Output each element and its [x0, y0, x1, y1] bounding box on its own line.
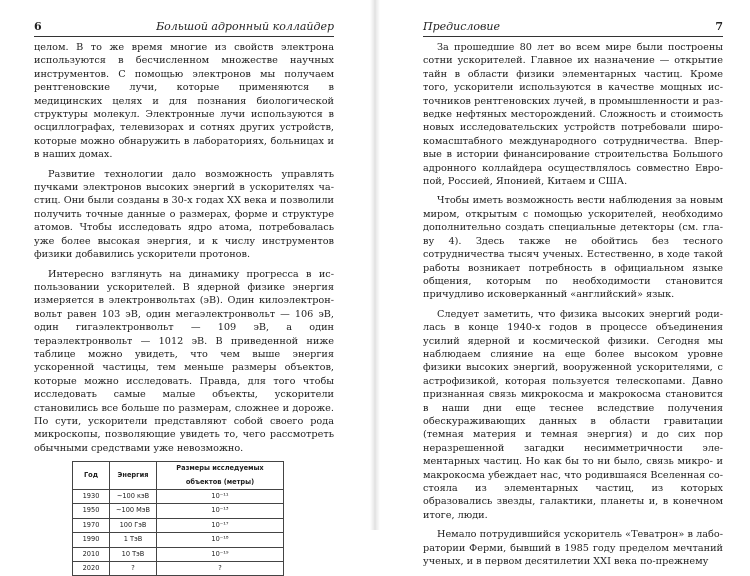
paragraph: За прошедшие 80 лет во всем мире были построены сотни ускорителей. Главное их назначение — открытие тайн в области физики элементарных частиц. Кроме того, ускорители используются в качестве мощных источников рентгеновских лучей, в промышленности и разведке нефтяных месторождений. Сложность и стоимость новых исследовательских устройств потребовали широкомасштабного международного сотрудничества. Впервые в истории финансирование строительства Большого адронного коллайдера осуществлялось совместно Европой, Россией, Японией, Китаем и США.	[423, 42, 723, 188]
table-cell: 2020	[73, 562, 110, 576]
paragraph: Следует заметить, что физика высоких энергий родилась в конце 1940-х годов в процессе объединения усилий ядерной и космической физики. Сегодня мы наблюдаем слияние на еще более высоком уровне физики высоких энергий, вооруженной ускорителями, с астрофизикой, которая пользуется телескопами. Давно признанная связь микрокосма и макрокосма становится в наши дни еще теснее вследствие получения обескураживающих данных в области гравитации (темная материя и темная энергия) и до сих пор неразрешенной загадки несимметричности элементарных частиц. Но как бы то ни было, связь микро- и макрокосма убеждает нас, что родившаяся Вселенная состояла из элементарных частиц, из которых образовались звезды, галактики, планеты и, в конечном итоге, люди.	[423, 308, 723, 521]
table-cell: 1990	[73, 533, 110, 547]
right-page	[375, 0, 750, 568]
table-cell: 10 ТэВ	[110, 547, 157, 561]
table-cell: ~100 МэВ	[110, 504, 157, 518]
paragraph: Немало потрудившийся ускоритель «Теватрон» в лаборатории Ферми, бывший в 1985 году пределом мечтаний ученых, и в первом десятилетии XXI века по-прежнему	[423, 529, 723, 568]
paragraph: Развитие технологии дало возможность управлять пучками электронов высоких энергий в ускорителях частиц. Они были созданы в 30-х годах XX века и позволили получить точные данные о размерах, форме и структуре атомов. Чтобы исследовать ядро атома, потребовалась уже более высокая энергия, и к числу инструментов физики добавились ускорители протонов.	[34, 168, 334, 261]
table-row	[73, 518, 284, 532]
table-cell: ?	[157, 562, 284, 576]
table-row	[73, 504, 284, 518]
table-cell: ?	[110, 562, 157, 576]
table-row	[73, 533, 284, 547]
right-page-number: 7	[715, 20, 723, 33]
right-running-title: Предисловие	[423, 20, 500, 33]
paragraph: целом. В то же время многие из свойств электрона используются в бесчисленном множестве научных инструментов. С помощью электронов мы получаем рентгеновские лучи, которые применяются в медицинских целях и для познания биологической структуры молекул. Электронные лучи используются в осциллографах, телевизорах и сотнях других устройств, которые можно обнаружить в лабораториях, больницах и в наших домах.	[34, 42, 334, 161]
left-page	[0, 0, 375, 573]
paragraph: Интересно взглянуть на динамику прогресса в использовании ускорителей. В ядерной физике энергия измеряется в электронвольтах (эВ). Один килоэлектронвольт равен 103 эВ, один мегаэлектронвольт — 106 эВ, один гигаэлектронвольт — 109 эВ, а один тераэлектронвольт — 1012 эВ. В приведенной ниже таблице можно увидеть, что чем выше энергия ускоренной частицы, тем меньше размеры объектов, которые можно исследовать. Правда, для того чтобы исследовать самые малые объекты, ускорители становились все больше по размерам, сложнее и дороже. По сути, ускорители представляют собой своего рода микроскопы, позволяющие увидеть то, чего рассмотреть обычными средствами уже невозможно.	[34, 268, 334, 454]
table-cell: 1950	[73, 504, 110, 518]
column-header-year: Год	[73, 462, 110, 490]
table-cell: 2010	[73, 547, 110, 561]
table-cell: 1970	[73, 518, 110, 532]
table-row	[73, 562, 284, 576]
column-header-energy: Энергия	[110, 462, 157, 490]
table-cell: 10⁻¹⁷	[157, 518, 284, 532]
left-running-title: Большой адронный коллайдер	[156, 20, 334, 33]
paragraph: Чтобы иметь возможность вести наблюдения за новым миром, открытым с помощью ускорителей, необходимо дополнительно создать специальные детекторы (см. главу 4). Здесь также не обойтись без тесного сотрудничества тысяч ученых. Естественно, в ходе такой работы возникает потребность в официальном языке общения, которым по необходимости становится причудливо исковерканный «английский» язык.	[423, 195, 723, 301]
column-header-size: Размеры исследуемых объектов (метры)	[157, 462, 284, 490]
left-page-number: 6	[34, 20, 42, 33]
table-row	[73, 490, 284, 504]
right-header-rule	[423, 36, 723, 37]
progress-table	[72, 461, 284, 576]
table-cell: 10⁻¹⁸	[157, 533, 284, 547]
table-row	[73, 547, 284, 561]
table-cell: 1930	[73, 490, 110, 504]
left-header-rule	[34, 36, 334, 37]
left-body-text	[34, 41, 334, 576]
table-cell: 10⁻¹¹	[157, 490, 284, 504]
right-running-head	[423, 20, 723, 36]
table-cell: 100 ГэВ	[110, 518, 157, 532]
table-header-row	[73, 462, 284, 490]
table-cell: ~100 кэВ	[110, 490, 157, 504]
left-running-head	[34, 20, 334, 36]
table-cell: 10⁻¹⁹	[157, 547, 284, 561]
right-body-text	[423, 41, 723, 574]
table-cell: 1 ТэВ	[110, 533, 157, 547]
table-cell: 10⁻¹³	[157, 504, 284, 518]
